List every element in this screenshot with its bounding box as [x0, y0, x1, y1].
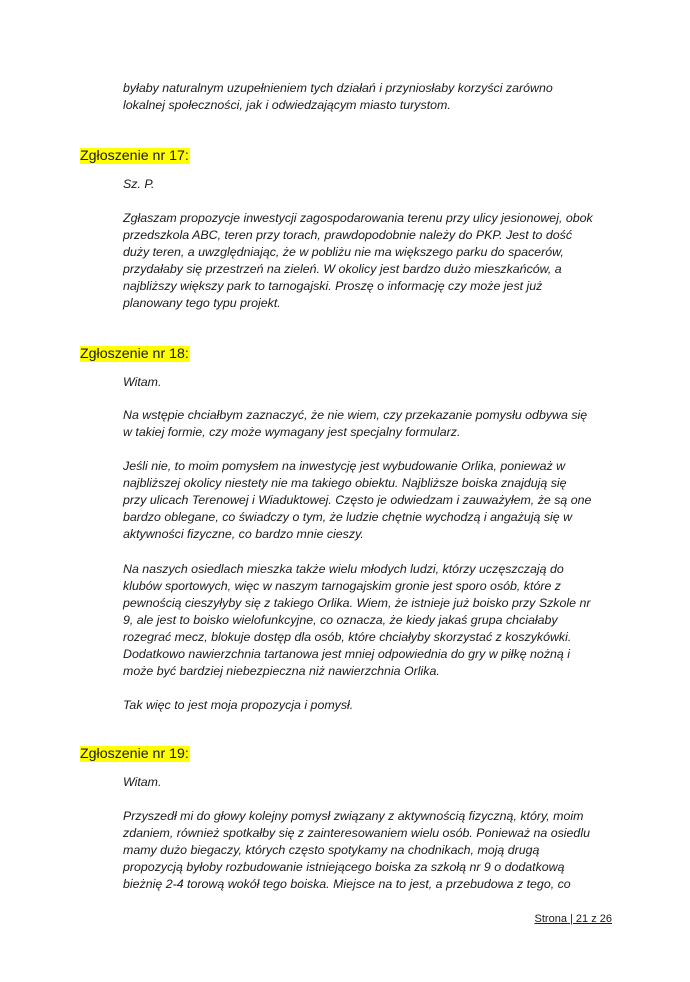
- highlighted-heading-text: Zgłoszenie nr 17:: [80, 148, 189, 164]
- text-line: klubów sportowych, więc w naszym tarnogajskim gronie jest sporo osób, które z: [123, 579, 561, 593]
- submission-18-greeting: [123, 374, 633, 391]
- text-line: Tak więc to jest moja propozycja i pomysł.: [123, 698, 354, 712]
- text-line: duży teren, a uwzględniając, że w pobliżu nie ma większego parku do spacerów,: [123, 245, 564, 259]
- text-line: zdaniem, również spotkałby się z zainteresowaniem wielu osób. Ponieważ na osiedlu: [123, 826, 590, 840]
- submission-19-greeting: [123, 774, 633, 791]
- text-line: Na wstępie chciałbym zaznaczyć, że nie wiem, czy przekazanie pomysłu odbywa się: [123, 408, 588, 422]
- text-line: może być bardziej niebezpieczna niż nawierzchnia Orlika.: [123, 664, 440, 678]
- text-line: byłaby naturalnym uzupełnieniem tych działań i przyniosłaby korzyści zarówno: [123, 81, 553, 95]
- text-line: aktywności fizyczne, co bardzo mnie cieszy.: [123, 527, 364, 541]
- text-line: lokalnej społeczności, jak i odwiedzającym miasto turystom.: [123, 98, 451, 112]
- intro-paragraph: [123, 80, 633, 114]
- greeting-line: Sz. P.: [123, 177, 155, 191]
- text-line: 9, ale jest to boisko wielofunkcyjne, co oznacza, że kiedy jakaś grupa chciałaby: [123, 613, 558, 627]
- highlighted-heading-text: Zgłoszenie nr 18:: [80, 346, 189, 362]
- submission-18-paragraph-4: [123, 697, 633, 714]
- submission-18-paragraph-2: [123, 458, 633, 543]
- submission-18-heading: [80, 345, 190, 363]
- text-line: rozegrać mecz, blokuje dostęp dla osób, które chciałyby skorzystać z koszykówki.: [123, 630, 572, 644]
- text-line: mamy dużo biegaczy, których często spotykamy na chodnikach, moją drugą: [123, 843, 540, 857]
- text-line: Dodatkowo nawierzchnia tartanowa jest mniej odpowiednia do gry w piłkę nożną i: [123, 647, 571, 661]
- submission-17-heading: [80, 147, 190, 165]
- text-line: pewnością cieszyłyby się z takiego Orlika. Wiem, że istnieje już boisko przy Szkole nr: [123, 596, 591, 610]
- text-line: Zgłaszam propozycje inwestycji zagospodarowania terenu przy ulicy jesionowej, obok: [123, 211, 593, 225]
- submission-19-body: [123, 808, 633, 893]
- submission-17-greeting: [123, 176, 633, 193]
- submission-19-heading: [80, 745, 190, 763]
- text-line: najbliższy większy park to tarnogajski. Proszę o informację czy może jest już: [123, 279, 543, 293]
- submission-18-paragraph-3: [123, 561, 633, 680]
- text-line: przy ulicach Terenowej i Wiaduktowej. Często je odwiedzam i zauważyłem, że są one: [123, 493, 592, 507]
- submission-18-paragraph-1: [123, 407, 633, 441]
- text-line: Przyszedł mi do głowy kolejny pomysł związany z aktywnością fizyczną, który, moim: [123, 809, 584, 823]
- text-line: propozycją byłoby rozbudowanie istniejącego boiska za szkołą nr 9 o dodatkową: [123, 860, 565, 874]
- text-line: przedszkola ABC, teren przy torach, prawdopodobnie należy do PKP. Jest to dość: [123, 228, 573, 242]
- text-line: bieżnię 2-4 torową wokół tego boiska. Miejsce na to jest, a przebudowa z tego, co: [123, 877, 571, 891]
- highlighted-heading-text: Zgłoszenie nr 19:: [80, 746, 189, 762]
- text-line: Na naszych osiedlach mieszka także wielu młodych ludzi, którzy uczęszczają do: [123, 562, 564, 576]
- text-line: Jeśli nie, to moim pomysłem na inwestycję jest wybudowanie Orlika, ponieważ w: [123, 459, 566, 473]
- greeting-line: Witam.: [123, 775, 162, 789]
- page-number-footer: Strona | 21 z 26: [534, 913, 612, 925]
- submission-17-body: [123, 210, 633, 312]
- text-line: planowany tego typu projekt.: [123, 296, 281, 310]
- greeting-line: Witam.: [123, 375, 162, 389]
- text-line: przydałaby się przestrzeń na zieleń. W okolicy jest bardzo dużo mieszkańców, a: [123, 262, 562, 276]
- text-line: najbliższej okolicy niestety nie ma takiego obiektu. Najbliższe boiska znajdują się: [123, 476, 567, 490]
- text-line: bardzo oblegane, co świadczy o tym, że ludzie chętnie wychodzą i angażują się w: [123, 510, 573, 524]
- text-line: w takiej formie, czy może wymagany jest specjalny formularz.: [123, 425, 461, 439]
